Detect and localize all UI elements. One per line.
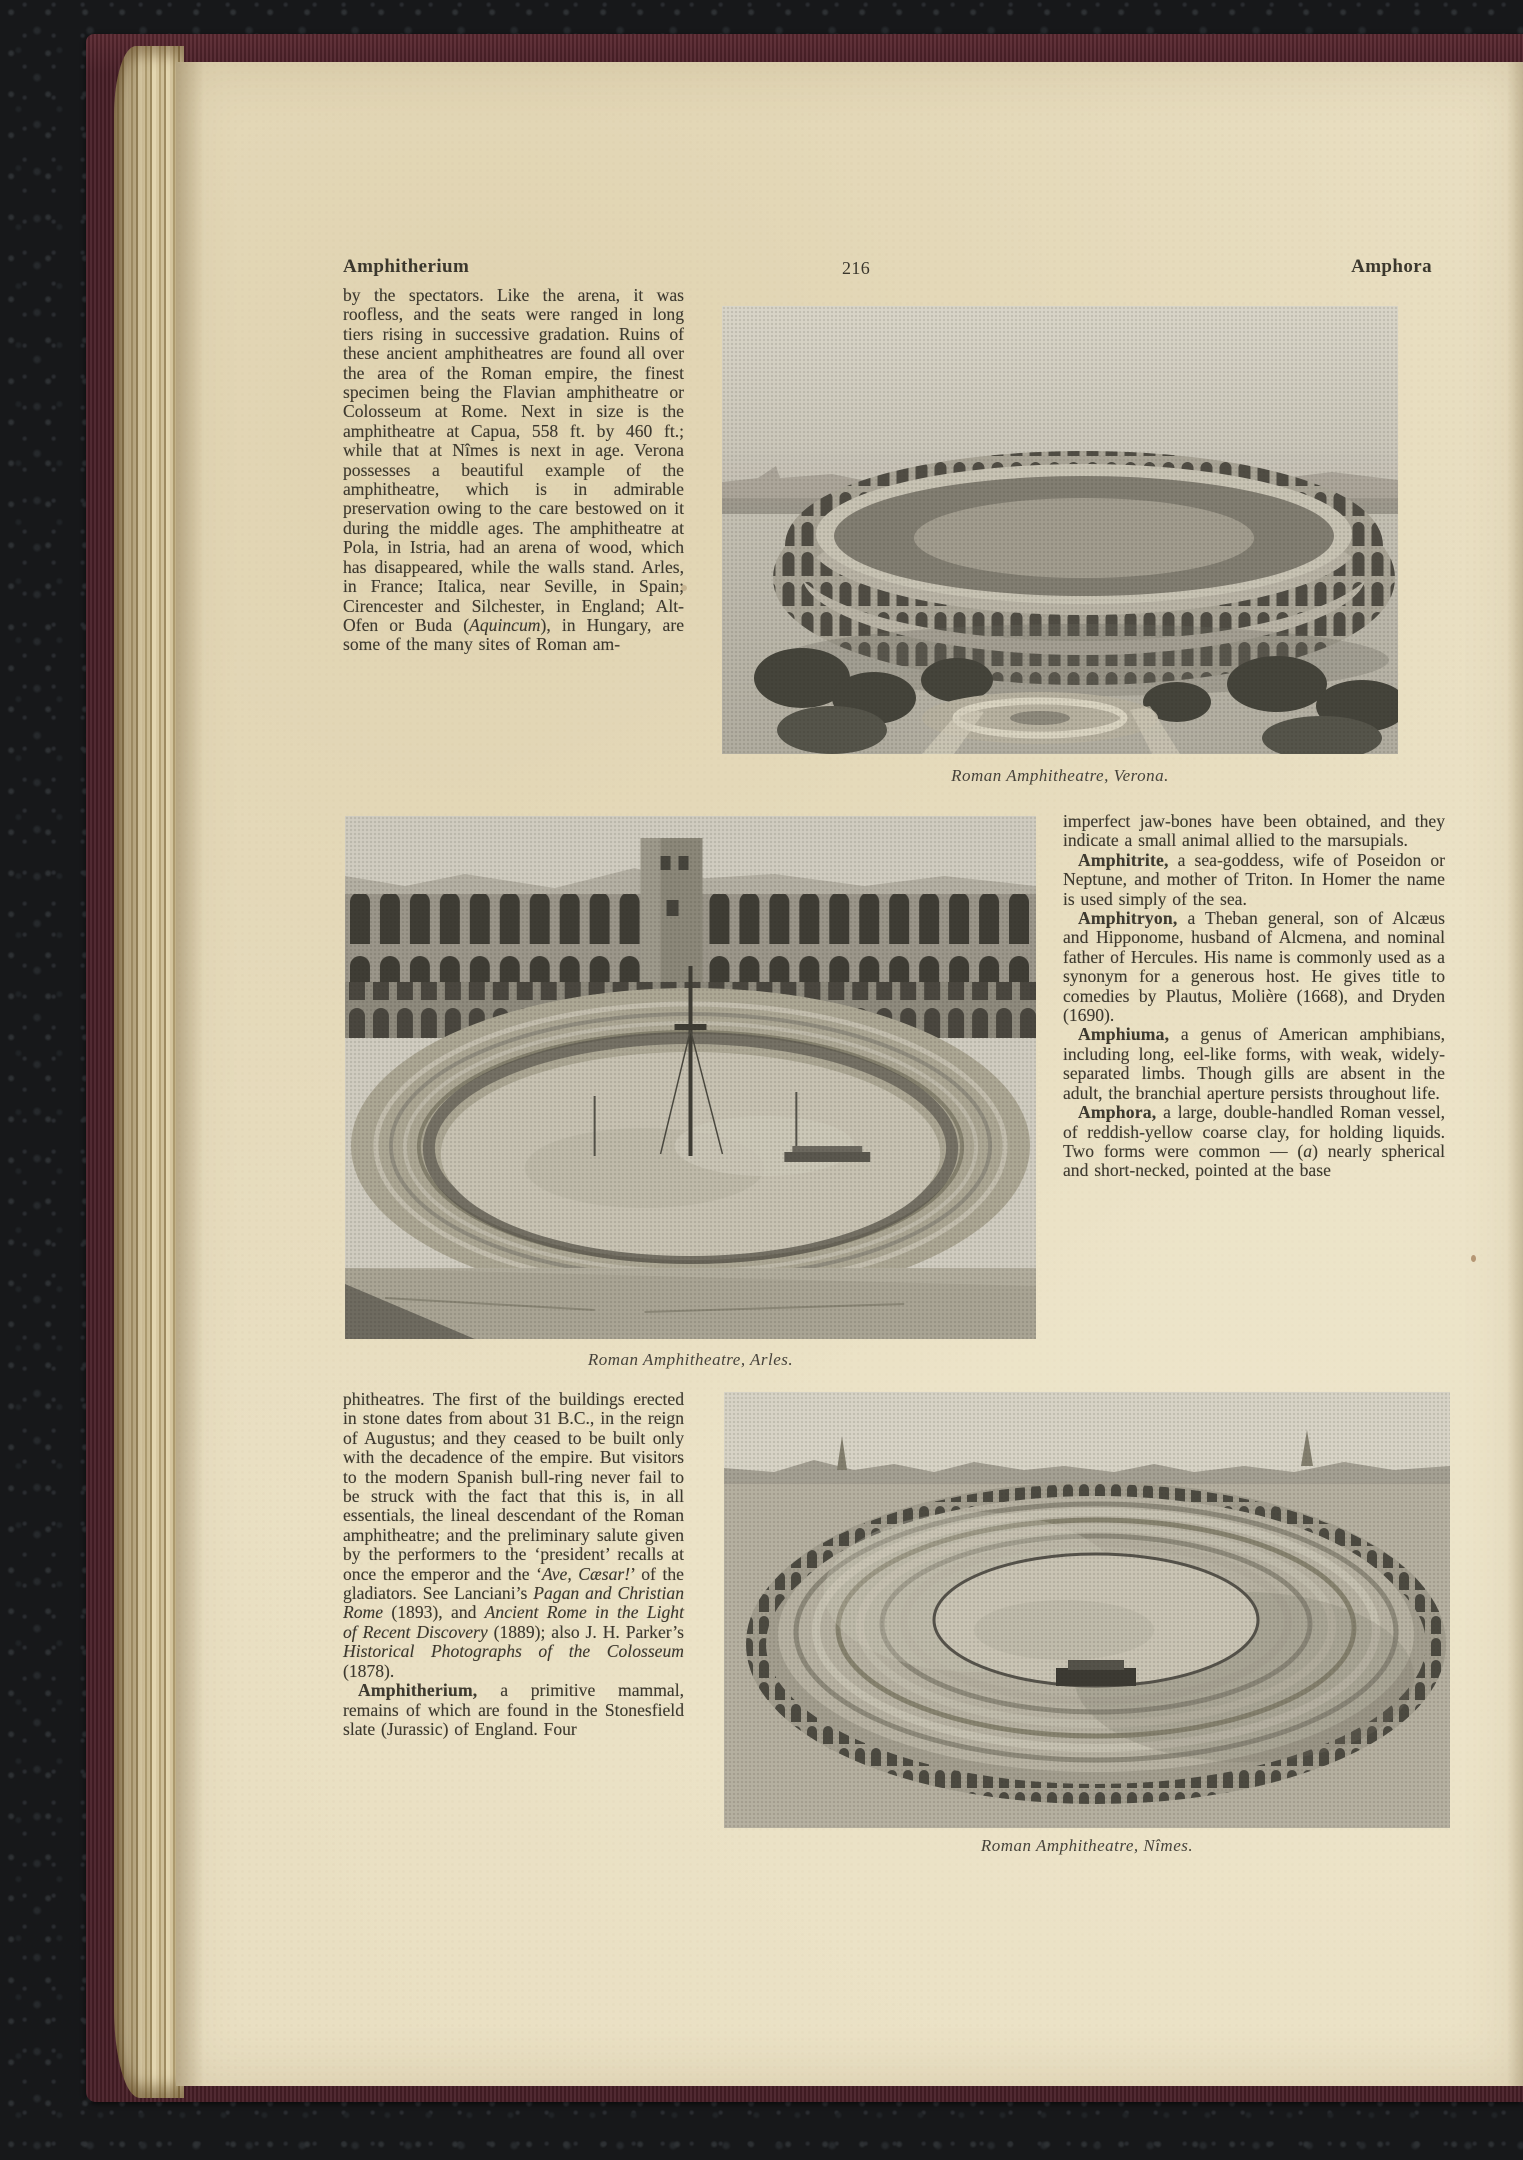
left-column-top [343,286,684,655]
paragraph-continuation: by the spectators. Like the arena, it was roofless, and the seats were ranged in long tiers rising in successive gradation. Ruins of these ancient amphitheatres are found all over the area of the Roman empire, the finest specimen being the Flavian amphitheatre or Colosseum at Rome. Next in size is the amphitheatre at Capua, 558 ft. by 460 ft.; while that at Nîmes is next in age. Verona possesses a beautiful example of the amphitheatre, which is in admirable preservation owing to the care bestowed on it during the middle ages. The amphitheatre at Pola, in Istria, had an arena of wood, which has disappeared, while the walls stand. Arles, in France; Italica, near Seville, in Spain; Cirencester and Silchester, in England; Alt-Ofen or Buda (Aquincum), in Hungary, are some of the many sites of Roman am- [343,285,684,655]
entry-amphitherium: Amphitherium, a primitive mammal, remains of which are found in the Stonesfield slate (Jurassic) of England. Four [343,1680,684,1739]
paragraph-continuation: imperfect jaw-bones have been obtained, and they indicate a small animal allied to the marsupials. [1063,811,1445,851]
paragraph-continuation: phitheatres. The first of the buildings erected in stone dates from about 31 B.C., in the reign of Augustus; and they ceased to be built only with the decadence of the empire. But visitors to the modern Spanish bull-ring never fail to be struck with the fact that this is, in all essentials, the lineal descendant of the Roman amphitheatre; and the preliminary salute given by the performers to the ‘president’ recalls at once the emperor and the ‘Ave, Cæsar!’ of the gladiators. See Lanciani’s Pagan and Christian Rome (1893), and Ancient Rome in the Light of Recent Discovery (1889); also J. H. Parker’s Historical Photographs of the Colosseum (1878). [343,1389,685,1681]
arles-caption: Roman Amphitheatre, Arles. [587,1350,794,1369]
entry-amphitrite: Amphitrite, a sea-goddess, wife of Poseidon or Neptune, and mother of Triton. In Homer the name is used simply of the sea. [1063,849,1445,909]
entry-amphora: Amphora, a large, double-handled Roman vessel, of reddish-yellow coarse clay, for holding liquids. Two forms were common — (a) nearly spherical and short-necked, pointed at the base [1063,1102,1445,1181]
foxing-speck [1471,1255,1476,1262]
entry-amphiuma: Amphiuma, a genus of American amphibians, including long, eel-like forms, with weak, widely-separated limbs. Though gills are absent in the adult, the branchial aperture persists throughout life. [1063,1024,1445,1103]
page-number: 216 [842,258,871,278]
arles-photo [345,816,1036,1339]
verona-caption: Roman Amphitheatre, Verona. [951,766,1169,785]
entry-amphitryon: Amphitryon, a Theban general, son of Alcæus and Hipponome, husband of Alcmena, and nominal father of Hercules. His name is commonly used as a synonym for a generous host. He gives title to comedies by Plautus, Molière (1668), and Dryden (1690). [1063,908,1445,1026]
arles-illustration [345,816,1036,1339]
nimes-illustration [724,1392,1450,1828]
verona-photo [722,306,1398,754]
nimes-caption: Roman Amphitheatre, Nîmes. [980,1836,1194,1855]
left-column-bottom [343,1390,684,1739]
running-header-left: Amphitherium [343,256,470,277]
nimes-photo [724,1392,1450,1828]
book-page [176,62,1523,2086]
verona-illustration [722,306,1398,754]
foxing-speck [681,585,687,591]
right-column [1063,812,1445,1181]
running-header-right: Amphora [1351,256,1432,277]
page-edge-stack [114,46,184,2098]
